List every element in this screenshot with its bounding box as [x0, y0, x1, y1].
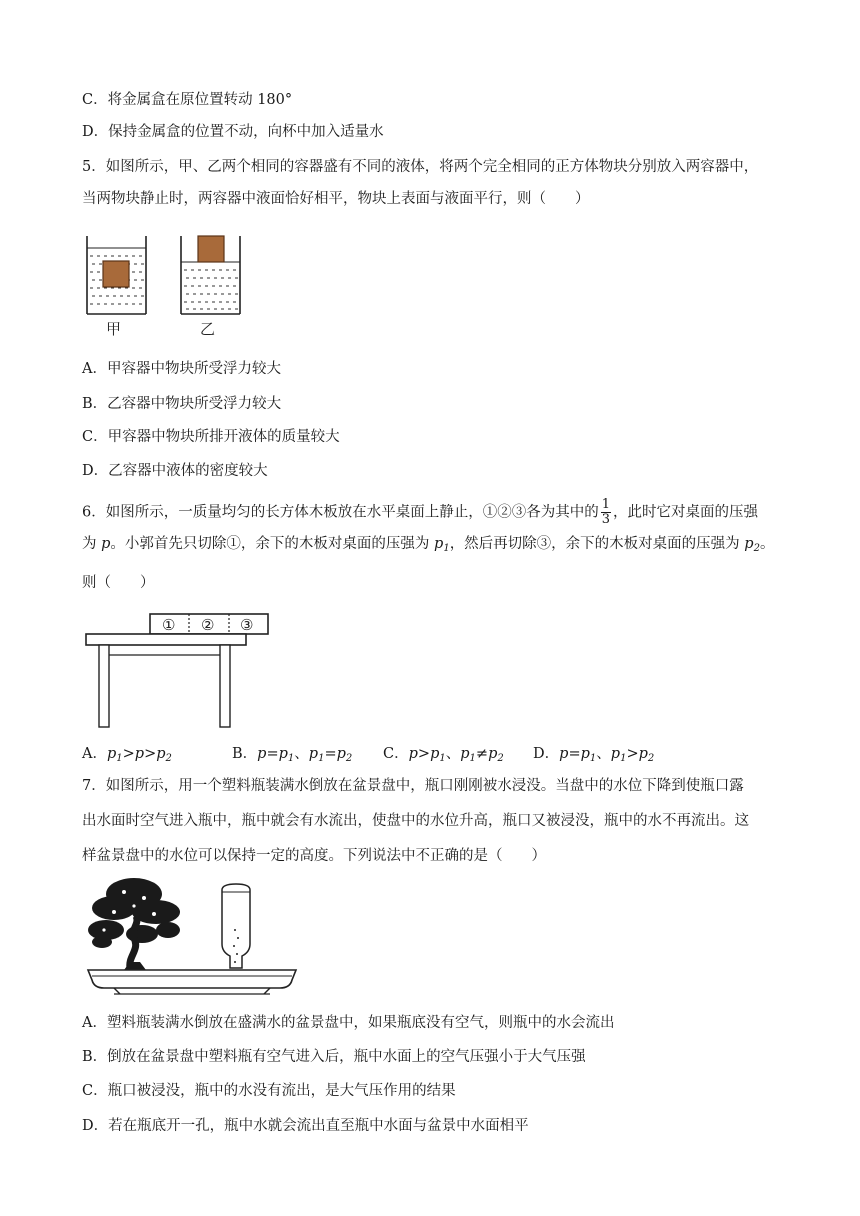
q5-stem-line1: 5．如图所示，甲、乙两个相同的容器盛有不同的液体，将两个完全相同的正方体物块分别放入两容器中，	[82, 159, 759, 175]
subscript-1: 1	[443, 543, 450, 554]
container-yi	[181, 236, 240, 314]
var-p1: p	[434, 536, 444, 552]
q5-option-c: C．甲容器中物块所排开液体的质量较大	[82, 429, 340, 445]
q7-option-c: C．瓶口被浸没，瓶中的水没有流出，是大气压作用的结果	[82, 1083, 456, 1099]
q6-table-board-figure	[84, 610, 284, 732]
table-top	[86, 634, 246, 645]
q5-stem-line2: 当两物块静止时，两容器中液面恰好相平，物块上表面与液面平行，则（ ）	[82, 191, 590, 207]
section-2-label: ②	[201, 616, 215, 634]
q7-stem-line3: 样盆景盘中的水位可以保持一定的高度。下列说法中不正确的是（ ）	[82, 848, 546, 864]
table-leg-left	[99, 645, 109, 727]
container-jia	[87, 236, 146, 314]
q6-stem-part: 为	[82, 536, 102, 552]
block-jia	[103, 261, 129, 287]
plastic-bottle	[222, 884, 250, 968]
q6-option-d: D．$p=p_1$、$p_1>p_2$	[533, 746, 655, 764]
section-1-label: ①	[162, 616, 176, 634]
q6-stem-part: 。	[759, 536, 775, 552]
var-p2: p	[744, 536, 754, 552]
q7-stem-line1: 7．如图所示，用一个塑料瓶装满水倒放在盆景盘中，瓶口刚刚被水浸没。当盘中的水位下降到使瓶口露	[82, 778, 744, 794]
block-yi	[198, 236, 224, 262]
q7-option-a: A．塑料瓶装满水倒放在盛满水的盆景盘中，如果瓶底没有空气，则瓶中的水会流出	[82, 1015, 615, 1031]
q5-containers-figure	[84, 234, 284, 340]
q6-stem-part: ，此时它对桌面的压强	[613, 504, 759, 521]
q6-stem-line2	[82, 534, 774, 559]
q7-stem-line2: 出水面时空气进入瓶中，瓶中就会有水流出，使盘中的水位升高，瓶口又被浸没，瓶中的水不再流出。这	[82, 813, 749, 829]
q5-option-d: D．乙容器中液体的密度较大	[82, 463, 268, 479]
q6-stem-line1	[82, 498, 758, 527]
label-jia: 甲	[106, 320, 122, 338]
q7-bonsai-bottle-figure	[84, 872, 300, 1000]
var-p: p	[101, 536, 111, 552]
fraction-one-third	[601, 498, 611, 527]
q7-option-d: D．若在瓶底开一孔，瓶中水就会流出直至瓶中水面与盆景中水面相平	[82, 1118, 529, 1134]
table-leg-right	[220, 645, 230, 727]
q6-stem-part: 6．如图所示，一质量均匀的长方体木板放在水平桌面上静止，①②③各为其中的	[82, 504, 599, 521]
fraction-numerator: 1	[601, 497, 611, 512]
bonsai-tray	[88, 970, 296, 994]
q6-option-c: C．$p>p_1$、$p_1\ne p_2$	[383, 746, 504, 764]
q6-option-b: B．$p=p_1$、$p_1=p_2$	[232, 746, 353, 764]
q5-option-a: A．甲容器中物块所受浮力较大	[82, 361, 281, 377]
q6-stem-line3: 则（ ）	[82, 575, 155, 591]
q6-stem-part: ，然后再切除③，余下的木板对桌面的压强为	[449, 536, 745, 552]
q6-stem-part: 。小郭首先只切除①，余下的木板对桌面的压强为	[110, 536, 435, 552]
section-3-label: ③	[240, 616, 254, 634]
label-yi: 乙	[200, 320, 216, 338]
q7-option-b: B．倒放在盆景盘中塑料瓶有空气进入后，瓶中水面上的空气压强小于大气压强	[82, 1049, 586, 1065]
fraction-denominator: 3	[601, 512, 611, 527]
q5-option-b: B．乙容器中物块所受浮力较大	[82, 396, 282, 412]
subscript-2: 2	[753, 543, 760, 554]
q6-option-a: A．$p_1>p>p_2$	[82, 746, 172, 764]
q4-option-d: D．保持金属盒的位置不动，向杯中加入适量水	[82, 124, 384, 140]
q4-option-c: C．将金属盒在原位置转动 180°	[82, 92, 293, 108]
